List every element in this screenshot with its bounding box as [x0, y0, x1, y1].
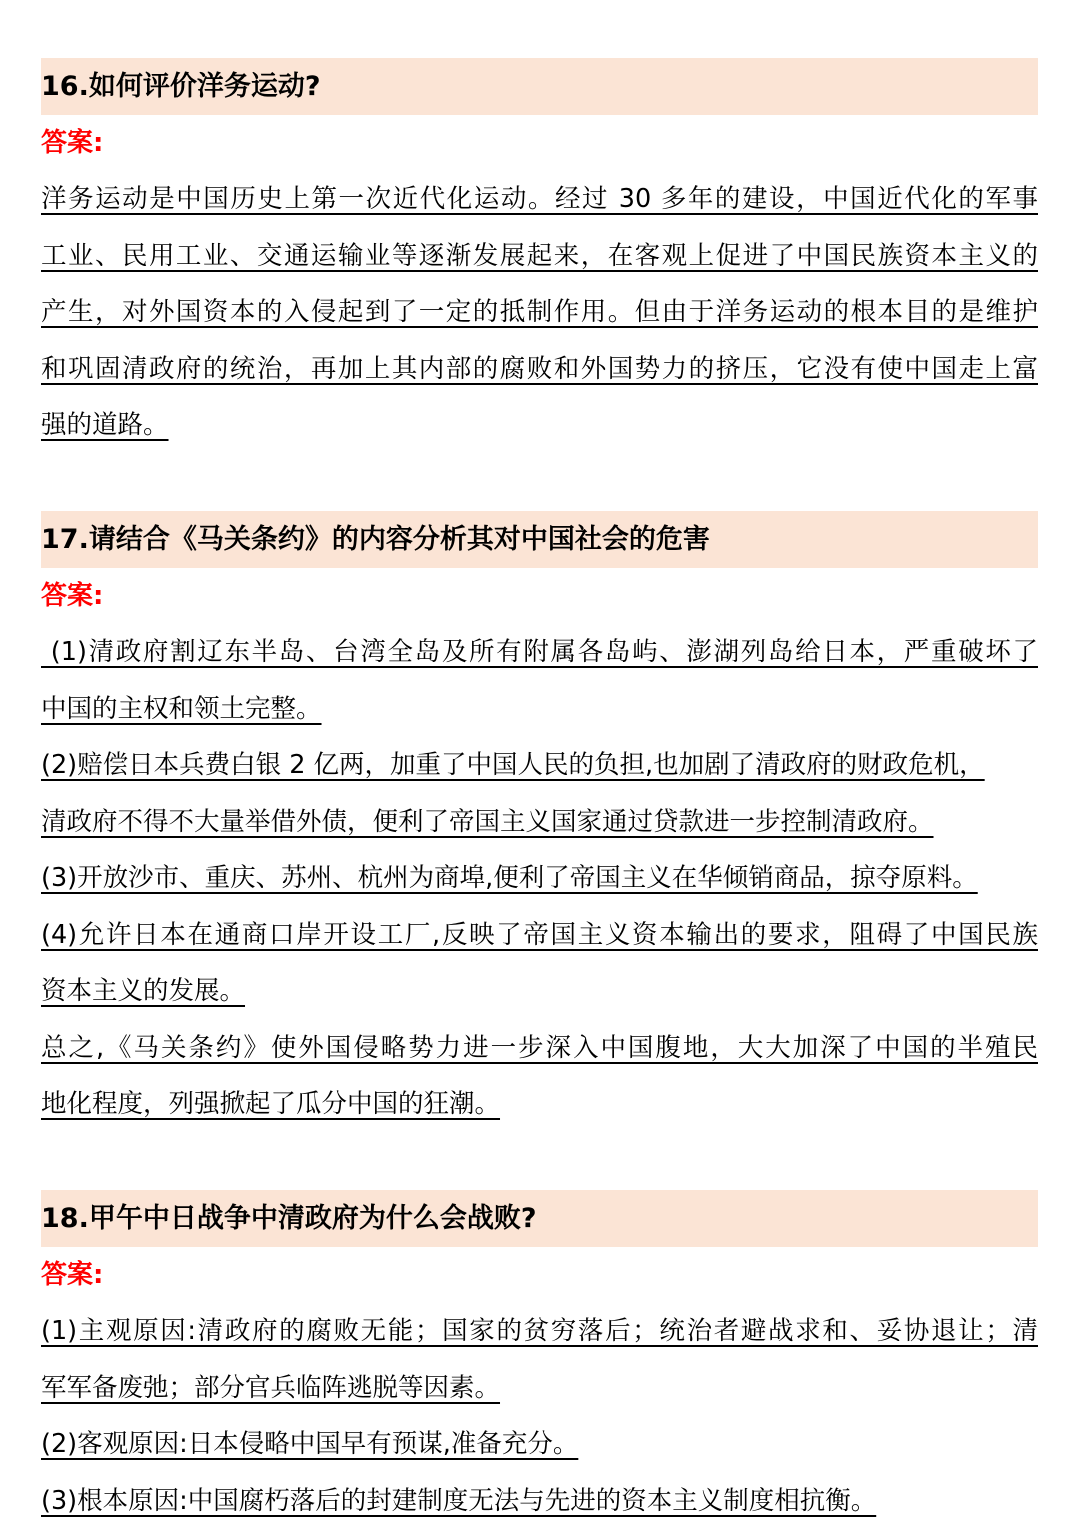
answer-line: (1)清政府割辽东半岛、台湾全岛及所有附属各岛屿、澎湖列岛给日本，严重破坏了 — [41, 624, 1038, 681]
answer-line: 地化程度，列强掀起了瓜分中国的狂潮。 — [41, 1076, 1038, 1133]
answer-line: 洋务运动是中国历史上第一次近代化运动。经过 30 多年的建设，中国近代化的军事 — [41, 171, 1038, 228]
question-title: 16.如何评价洋务运动? — [41, 58, 1038, 115]
answer-line: 工业、民用工业、交通运输业等逐渐发展起来，在客观上促进了中国民族资本主义的 — [41, 228, 1038, 285]
answer-line: 强的道路。 — [41, 397, 1038, 454]
answer-text — [41, 171, 1038, 454]
answer-line: 清政府不得不大量举借外债，便利了帝国主义国家通过贷款进一步控制清政府。 — [41, 794, 1038, 851]
answer-line: (2)客观原因:日本侵略中国早有预谋,准备充分。 — [41, 1416, 1038, 1473]
answer-line: (2)赔偿日本兵费白银 2 亿两，加重了中国人民的负担,也加剧了清政府的财政危机， — [41, 737, 1038, 794]
question-18 — [41, 1190, 1038, 1529]
answer-line: (3)开放沙市、重庆、苏州、杭州为商埠,便利了帝国主义在华倾销商品，掠夺原料。 — [41, 850, 1038, 907]
answer-line: 中国的主权和领土完整。 — [41, 681, 1038, 738]
answer-line: 和巩固清政府的统治，再加上其内部的腐败和外国势力的挤压，它没有使中国走上富 — [41, 341, 1038, 398]
answer-text — [41, 624, 1038, 1133]
answer-label: 答案: — [41, 568, 1038, 624]
question-17 — [41, 511, 1038, 1133]
question-title: 18.甲午中日战争中清政府为什么会战败? — [41, 1190, 1038, 1247]
answer-line: (4)允许日本在通商口岸开设工厂,反映了帝国主义资本输出的要求，阻碍了中国民族 — [41, 907, 1038, 964]
answer-text — [41, 1303, 1038, 1529]
answer-line: 军军备废弛；部分官兵临阵逃脱等因素。 — [41, 1360, 1038, 1417]
answer-label: 答案: — [41, 1247, 1038, 1303]
answer-label: 答案: — [41, 115, 1038, 171]
answer-line: 产生，对外国资本的入侵起到了一定的抵制作用。但由于洋务运动的根本目的是维护 — [41, 284, 1038, 341]
answer-line: (1)主观原因:清政府的腐败无能；国家的贫穷落后；统治者避战求和、妥协退让；清 — [41, 1303, 1038, 1360]
answer-line: (3)根本原因:中国腐朽落后的封建制度无法与先进的资本主义制度相抗衡。 — [41, 1473, 1038, 1529]
answer-line: 资本主义的发展。 — [41, 963, 1038, 1020]
answer-line: 总之,《马关条约》使外国侵略势力进一步深入中国腹地，大大加深了中国的半殖民 — [41, 1020, 1038, 1077]
question-title: 17.请结合《马关条约》的内容分析其对中国社会的危害 — [41, 511, 1038, 568]
question-16 — [41, 58, 1038, 454]
